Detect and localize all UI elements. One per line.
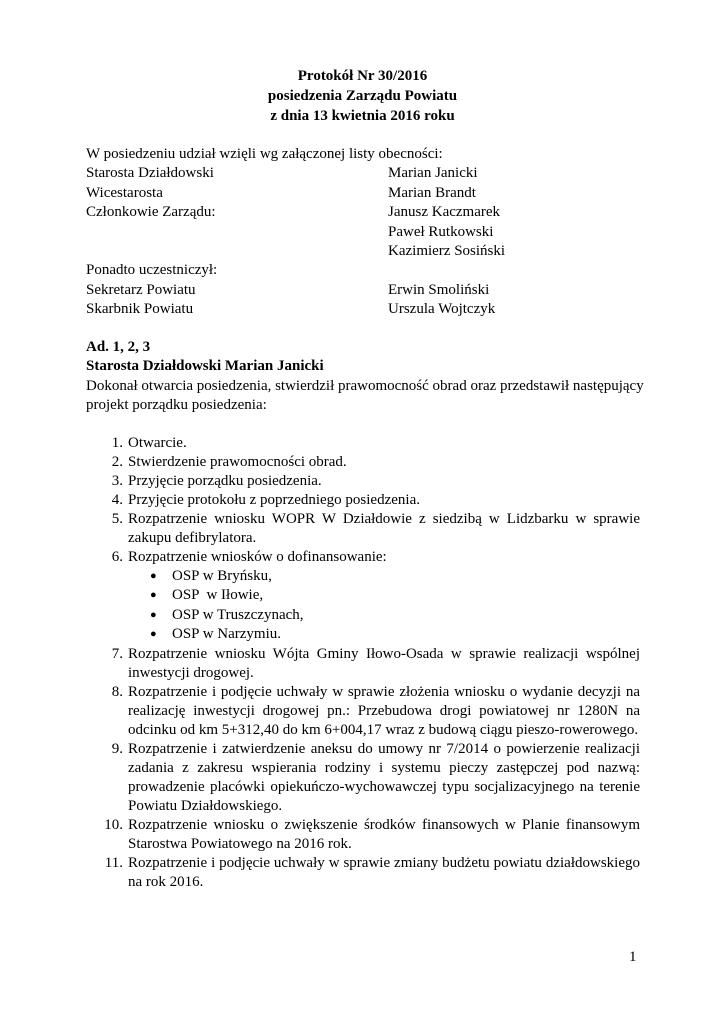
page-number: 1: [629, 949, 637, 965]
agenda-item-number: 4.: [111, 492, 123, 508]
attendance-intro: [86, 145, 640, 164]
agenda-item-text: Otwarcie.: [128, 435, 187, 451]
agenda-item: [86, 453, 640, 472]
agenda-item-text: Stwierdzenie prawomocności obrad.: [128, 454, 347, 470]
agenda-item: [86, 645, 640, 683]
section-heading: Ad. 1, 2, 3: [86, 339, 151, 355]
section-ad-1-2-3: [86, 338, 644, 416]
agenda-subitem: [86, 586, 640, 605]
attendance-row: [86, 184, 640, 203]
agenda-item-text: Rozpatrzenie wniosku Wójta Gminy Iłowo-Osada w sprawie realizacji wspólnej inwestycji drogowej.: [128, 645, 640, 681]
agenda-item: [86, 740, 640, 816]
document-title: [0, 66, 725, 126]
agenda-item-text: Przyjęcie protokołu z poprzedniego posiedzenia.: [128, 492, 420, 508]
agenda-item-text: Rozpatrzenie wniosku o zwiększenie środków finansowych w Planie finansowym Starostwa Powiatowego na 2016 rok.: [128, 816, 640, 852]
attendance-row: [86, 203, 640, 222]
attendance-row: [86, 223, 640, 242]
agenda-item: [86, 491, 640, 510]
attendance-row: [86, 281, 640, 300]
agenda-subitem: [86, 567, 640, 586]
agenda-item-number: 3.: [111, 473, 123, 489]
agenda-item: [86, 854, 640, 892]
agenda-item: [86, 683, 640, 740]
bullet-icon: ●: [150, 589, 157, 602]
attendance-block: [86, 145, 640, 320]
also-present-intro: [86, 261, 640, 280]
agenda-item-number: 9.: [111, 740, 123, 757]
agenda-item: [86, 816, 640, 854]
agenda-item-number: 11.: [104, 854, 123, 871]
agenda-item-number: 6.: [111, 549, 123, 565]
attendance-row: [86, 300, 640, 319]
agenda-item-text: Rozpatrzenie wniosku WOPR W Działdowie z siedzibą w Lidzbarku w sprawie zakupu defibrylatora.: [128, 511, 640, 546]
member-name: Paweł Rutkowski: [388, 223, 494, 240]
attendance-intro-text: W posiedzeniu udział wzięli wg załączonej listy obecności:: [86, 146, 443, 162]
member-role: Wicestarosta: [86, 184, 163, 201]
title-line-date: z dnia 13 kwietnia 2016 roku: [270, 108, 455, 124]
bullet-icon: ●: [150, 628, 157, 641]
agenda-item: [86, 548, 640, 567]
section-text-line: Dokonał otwarcia posiedzenia, stwierdził prawomocność obrad oraz przedstawił następujący: [86, 377, 644, 394]
agenda-item-text: Rozpatrzenie i podjęcie uchwały w sprawie złożenia wniosku o wydanie decyzji na realizację inwestycji drogowej pn.: Przebudowa drogi powiatowej nr 1280N na odcinku od km 5+312,40 do km 6+004,17 wraz z budową ciągu pieszo-rowerowego.: [128, 683, 640, 738]
agenda-item-number: 10.: [104, 816, 123, 833]
agenda-subitem: [86, 606, 640, 625]
agenda-item: [86, 472, 640, 491]
member-name: Janusz Kaczmarek: [388, 204, 501, 221]
section-speaker: Starosta Działdowski Marian Janicki: [86, 358, 324, 375]
agenda-subitem-text: OSP w Truszczynach,: [172, 606, 304, 623]
title-line-protocol-number: Protokół Nr 30/2016: [297, 68, 428, 84]
attendance-row: [86, 164, 640, 183]
bullet-icon: ●: [150, 608, 157, 621]
agenda-item-text: Rozpatrzenie i zatwierdzenie aneksu do umowy nr 7/2014 o powierzenie realizacji zadania z zakresu wspierania rodziny i systemu pieczy zastępczej pod nazwą: prowadzenie placówki opiekuńczo-wychowawczej typu socjalizacyjnego na terenie Powiatu Działdowskiego.: [128, 740, 640, 814]
agenda-item: [86, 434, 640, 453]
member-name: Urszula Wojtczyk: [388, 301, 496, 318]
member-name: Marian Janicki: [388, 165, 478, 182]
bullet-icon: ●: [150, 570, 157, 582]
agenda-subitem: [86, 625, 640, 644]
agenda-item-number: 8.: [111, 683, 123, 700]
agenda-item-number: 5.: [111, 511, 123, 527]
agenda-item-text: Rozpatrzenie wniosków o dofinansowanie:: [128, 549, 387, 565]
agenda-subitem-text: OSP w Iłowie,: [172, 587, 264, 604]
agenda-item: [86, 510, 640, 548]
title-line-meeting: posiedzenia Zarządu Powiatu: [267, 88, 458, 104]
agenda-subitem-text: OSP w Bryńsku,: [172, 568, 272, 584]
agenda-item-number: 7.: [111, 645, 123, 662]
member-role: Sekretarz Powiatu: [86, 281, 196, 298]
also-present-intro-text: Ponadto uczestniczył:: [86, 262, 218, 279]
agenda-list: [86, 434, 640, 892]
member-name: Kazimierz Sosiński: [388, 242, 506, 259]
attendance-row: [86, 242, 640, 261]
agenda-subitem-text: OSP w Narzymiu.: [172, 626, 282, 643]
agenda-item-number: 2.: [111, 454, 123, 470]
member-name: Marian Brandt: [388, 184, 476, 201]
agenda-item-text: Rozpatrzenie i podjęcie uchwały w sprawie zmiany budżetu powiatu działdowskiego na rok 2016.: [128, 854, 640, 890]
member-role: Skarbnik Powiatu: [86, 301, 194, 318]
member-role: Członkowie Zarządu:: [86, 204, 216, 221]
agenda-item-number: 1.: [111, 435, 123, 451]
member-role: Starosta Działdowski: [86, 165, 214, 182]
agenda-subitems: [86, 567, 640, 645]
member-name: Erwin Smoliński: [388, 281, 490, 298]
section-text-line: projekt porządku posiedzenia:: [86, 397, 267, 414]
agenda-item-text: Przyjęcie porządku posiedzenia.: [128, 473, 322, 489]
